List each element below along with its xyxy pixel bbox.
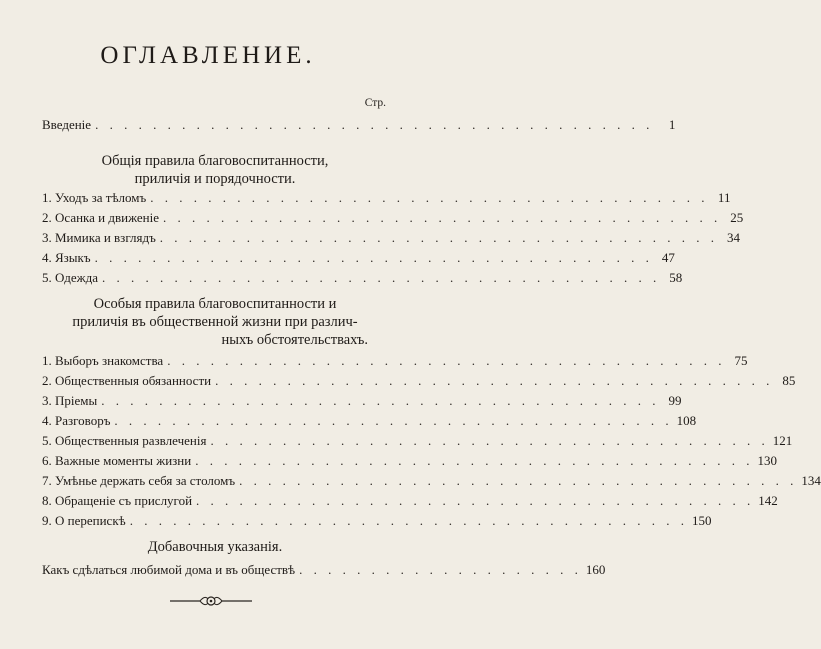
- section-2-heading-line-1: Особыя правила благовоспитанности и: [93, 296, 337, 312]
- toc-entry-page: 134: [801, 473, 821, 488]
- section-2-heading-line-3: ныхъ обстоятельствахъ.: [221, 332, 368, 348]
- toc-entry[interactable]: [42, 393, 682, 409]
- leader-dots: . . . . . . . . . . . . . . . . . . . . . . . . . . . . . . . . . . . . . . .: [94, 250, 653, 265]
- toc-entry-page: 130: [757, 453, 777, 468]
- toc-entry[interactable]: [42, 513, 712, 529]
- page-title: ОГЛАВЛЕНИЕ.: [100, 42, 316, 69]
- toc-entry[interactable]: [42, 230, 741, 246]
- toc-entry-label: 3. Пріемы: [42, 393, 98, 408]
- toc-entry-label: 2. Осанка и движеніе: [42, 210, 160, 225]
- toc-entry-label: 2. Общественныя обязанности: [42, 373, 212, 388]
- section-3-heading: Добавочныя указанія.: [147, 539, 283, 555]
- toc-entry[interactable]: [42, 190, 731, 206]
- toc-entry[interactable]: [42, 433, 793, 449]
- toc-entry-label: 4. Разговоръ: [42, 413, 111, 428]
- toc-entry-page: 11: [717, 190, 731, 205]
- toc-entry-label: 4. Языкъ: [42, 250, 91, 265]
- leader-dots: . . . . . . . . . . . . . . . . . . . . . . . . . . . . . . . . . . . . . . .: [195, 453, 754, 468]
- leader-dots: . . . . . . . . . . . . . . . . . . . . . . . . . . . . . . . . . . . . . . .: [210, 433, 769, 448]
- toc-entry-label: 6. Важные моменты жизни: [42, 453, 192, 468]
- toc-entry-page: 108: [676, 413, 697, 428]
- toc-entry-page: 142: [758, 493, 778, 508]
- leader-dots: . . . . . . . . . . . . . . . . . . . . . . . . . . . . . . . . . . . . . . .: [150, 190, 709, 205]
- toc-entry-page: 47: [661, 250, 675, 265]
- leader-dots: . . . . . . . . . . . . . . . . . . . . . . . . . . . . . . . . . . . . . . .: [196, 493, 755, 508]
- toc-entry[interactable]: [42, 270, 683, 286]
- toc-entry[interactable]: [42, 493, 778, 509]
- leader-dots: . . . . . . . . . . . . . . . . . . . . . . . . . . . . . . . . . . . . . . .: [114, 413, 673, 428]
- toc-entry-label: 3. Мимика и взглядъ: [42, 230, 156, 245]
- toc-entry-label: 1. Уходъ за тѣломъ: [42, 190, 147, 205]
- leader-dots: . . . . . . . . . . . . . . . . . . . . . . . . . . . . . . . . . . . . . . .: [215, 373, 774, 388]
- section-2-heading-line-2: приличія въ общественной жизни при различ-: [72, 314, 358, 330]
- toc-entry[interactable]: [42, 453, 777, 469]
- toc-entry[interactable]: [42, 353, 748, 369]
- section-1-heading: [40, 152, 390, 188]
- leader-dots: . . . . . . . . . . . . . . . . . . . . . . . . . . . . . . . . . . . . . . .: [129, 513, 688, 528]
- toc-entry-page: 150: [691, 513, 712, 528]
- toc-entry-page: 75: [734, 353, 748, 368]
- leader-dots: . . . . . . . . . . . . . . . . . . . .: [299, 562, 582, 577]
- toc-entry-label: 8. Обращеніе съ прислугой: [42, 493, 193, 508]
- toc-entry-page: 25: [730, 210, 744, 225]
- toc-entry-label: 7. Умѣнье держать себя за столомъ: [42, 473, 236, 488]
- toc-entry-intro[interactable]: [42, 117, 676, 133]
- toc-entry-label: 5. Общественныя развлеченія: [42, 433, 207, 448]
- toc-entry-page: 99: [668, 393, 682, 408]
- ornament-divider-icon: [168, 594, 254, 608]
- toc-entry-label: Введеніе: [42, 117, 92, 132]
- section-1-heading-line-2: приличія и порядочности.: [134, 171, 296, 187]
- leader-dots: . . . . . . . . . . . . . . . . . . . . . . . . . . . . . . . . . . . . . . .: [167, 353, 726, 368]
- toc-entry[interactable]: [42, 250, 675, 266]
- leader-dots: . . . . . . . . . . . . . . . . . . . . . . . . . . . . . . . . . . . . . . .: [95, 117, 654, 132]
- toc-entry-label: 5. Одежда: [42, 270, 98, 285]
- section-2-heading: [40, 295, 390, 349]
- toc-entry-label: 9. О перепискѣ: [42, 513, 126, 528]
- toc-entry[interactable]: [42, 473, 821, 489]
- toc-entry-label: 1. Выборъ знакомства: [42, 353, 164, 368]
- toc-entry-page: 34: [727, 230, 741, 245]
- toc-entry-page: 121: [772, 433, 793, 448]
- toc-entry-page: 1: [668, 117, 676, 132]
- toc-entry-label: Какъ сдѣлаться любимой дома и въ обществѣ: [42, 562, 296, 577]
- toc-entry[interactable]: [42, 562, 606, 578]
- toc-entry[interactable]: [42, 413, 697, 429]
- toc-entry-page: 85: [782, 373, 796, 388]
- leader-dots: . . . . . . . . . . . . . . . . . . . . . . . . . . . . . . . . . . . . . . .: [163, 210, 722, 225]
- toc-entry[interactable]: [42, 373, 796, 389]
- section-1-heading-line-1: Общія правила благовоспитанности,: [101, 153, 329, 169]
- page-column-header: Стр.: [364, 97, 386, 109]
- leader-dots: . . . . . . . . . . . . . . . . . . . . . . . . . . . . . . . . . . . . . . .: [101, 270, 661, 285]
- toc-entry-page: 160: [585, 562, 606, 577]
- leader-dots: . . . . . . . . . . . . . . . . . . . . . . . . . . . . . . . . . . . . . . .: [159, 230, 719, 245]
- leader-dots: . . . . . . . . . . . . . . . . . . . . . . . . . . . . . . . . . . . . . . .: [101, 393, 660, 408]
- leader-dots: . . . . . . . . . . . . . . . . . . . . . . . . . . . . . . . . . . . . . . .: [239, 473, 798, 488]
- toc-entry[interactable]: [42, 210, 744, 226]
- toc-entry-page: 58: [669, 270, 683, 285]
